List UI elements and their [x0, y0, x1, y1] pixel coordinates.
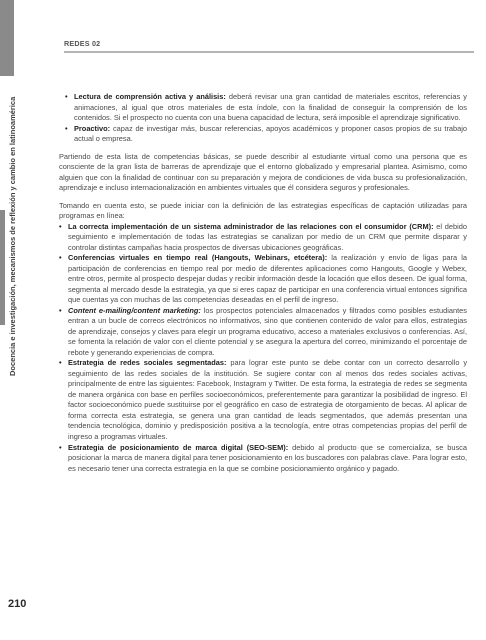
paragraph: Partiendo de esta lista de competencias básicas, se puede describir al estudiante virtual como una persona que es consciente de la gran lista de barreras de aprendizaje que el entorno globalizado y empresarial plantea. Asimismo, como alguien que con la finalidad de continuar con su preparación y mejora de condiciones de vida busca su profesionalización, aprendizaje e incluso internacionalización en ambientes virtuales que él considera seguros y profesionales. — [59, 151, 467, 193]
sidebar-label: Docencia e investigación, mecanismos de reflexión y cambio en latinoamérica — [8, 96, 17, 376]
list-item — [59, 358, 467, 442]
list-item — [59, 443, 467, 475]
item-text: debido al producto que se comercializa, se busca posicionar la marca de manera digital para tener posicionamiento en los buscadores con palabras clave. Para lograr esto, es necesario tener una correcta estrategia en la que se combine posicionamiento orgánico y pagado. — [68, 442, 467, 473]
list-item — [65, 124, 467, 145]
item-text: capaz de investigar más, buscar referencias, apoyos académicos y proponer casos propios de su trabajo actual o empresa. — [74, 123, 467, 144]
list-item — [65, 92, 467, 124]
item-text: la realización y envío de ligas para la participación de conferencias en tiempo real por medio de diferentes aplicaciones como Hangouts, Google y Webex, entre otros, permite al prospecto despejar dudas y recibir información desde la locación que ellos deseen. De igual forma, segmenta al mercado desde la estrategia, ya que si eres capaz de participar en una conferencia virtual entonces significa que cuentas ya con muchas de las competencias deseadas en el perfil de ingreso. — [68, 253, 467, 305]
header-rule — [64, 51, 474, 53]
item-text: para lograr este punto se debe contar con un correcto desarrollo y seguimiento de las redes sociales de la institución. Se sugiere contar con al menos dos redes sociales activas, principalmente de entre las siguientes: Facebook, Instagram y Twitter. De esta forma, la estrategia de redes se segmenta de manera orgánica con base en perfiles socioeconómicos, preferentemente para garantizar la posibilidad de ingreso. El factor socioeconómico puede sustituirse por el geográfico en caso de estrategia de otorgamiento de becas. Al aplicar de forma correcta esta estrategia, se genera una gran cantidad de leads segmentados, que además presentan una tendencia tecnológica, dominio y predisposición positiva a la tecnología, entre otras competencias propias del perfil de ingreso a programas virtuales. — [68, 358, 468, 441]
list-item — [59, 222, 467, 254]
corner-tab — [0, 0, 14, 76]
item-term: Lectura de comprensión activa y análisis: — [74, 92, 226, 101]
item-term: Content e-mailing/content marketing: — [68, 305, 201, 315]
page-number: 210 — [8, 598, 27, 610]
item-term: Conferencias virtuales en tiempo real (Hangouts, Webinars, etcétera): — [68, 253, 328, 263]
page-content — [59, 92, 467, 481]
item-text: el debido seguimiento e implementación de todas las estrategias se canalizan por medio de un CRM que permite disparar y controlar distintas campañas hacia prospectos de diversas ubicaciones geográficas. — [68, 221, 467, 252]
item-term: Estrategia de redes sociales segmentadas: — [68, 358, 227, 368]
sidebar-accent-bar — [0, 210, 5, 325]
item-text: deberá revisar una gran cantidad de materiales escritos, referencias y animaciones, al igual que otros materiales de esta índole, con la finalidad de conseguir la comprensión de los contenidos. Si el prospecto no cuenta con una buena capacidad de lectura, será imposible el aprendizaje significativo. — [74, 92, 468, 123]
item-term: Proactivo: — [74, 123, 111, 133]
strategy-list — [59, 222, 467, 474]
item-term: La correcta implementación de un sistema administrador de las relaciones con el consumidor (CRM): — [68, 221, 434, 231]
list-item — [59, 306, 467, 359]
list-item — [59, 253, 467, 306]
item-text: los prospectos potenciales almacenados y filtrados como posibles estudiantes entran a un bucle de correos electrónicos no informativos, sino que contienen contenido de valor para ellos, estrategias de aprendizaje, consejos y claves para elegir un programa educativo, acceso a materiales exclusivos o conferencias. Así, se fomenta la relación de valor con el cliente potencial y se asegura la apertura del correo, minimizando el porcentaje de rebote y generando experiencias de compra. — [68, 305, 467, 357]
competency-list — [59, 92, 467, 145]
item-term: Estrategia de posicionamiento de marca digital (SEO-SEM): — [68, 442, 289, 452]
series-header: REDES 02 — [64, 39, 101, 48]
paragraph: Tomando en cuenta esto, se puede iniciar con la definición de las estrategias específicas de captación utilizadas para programas en línea: — [59, 200, 467, 221]
